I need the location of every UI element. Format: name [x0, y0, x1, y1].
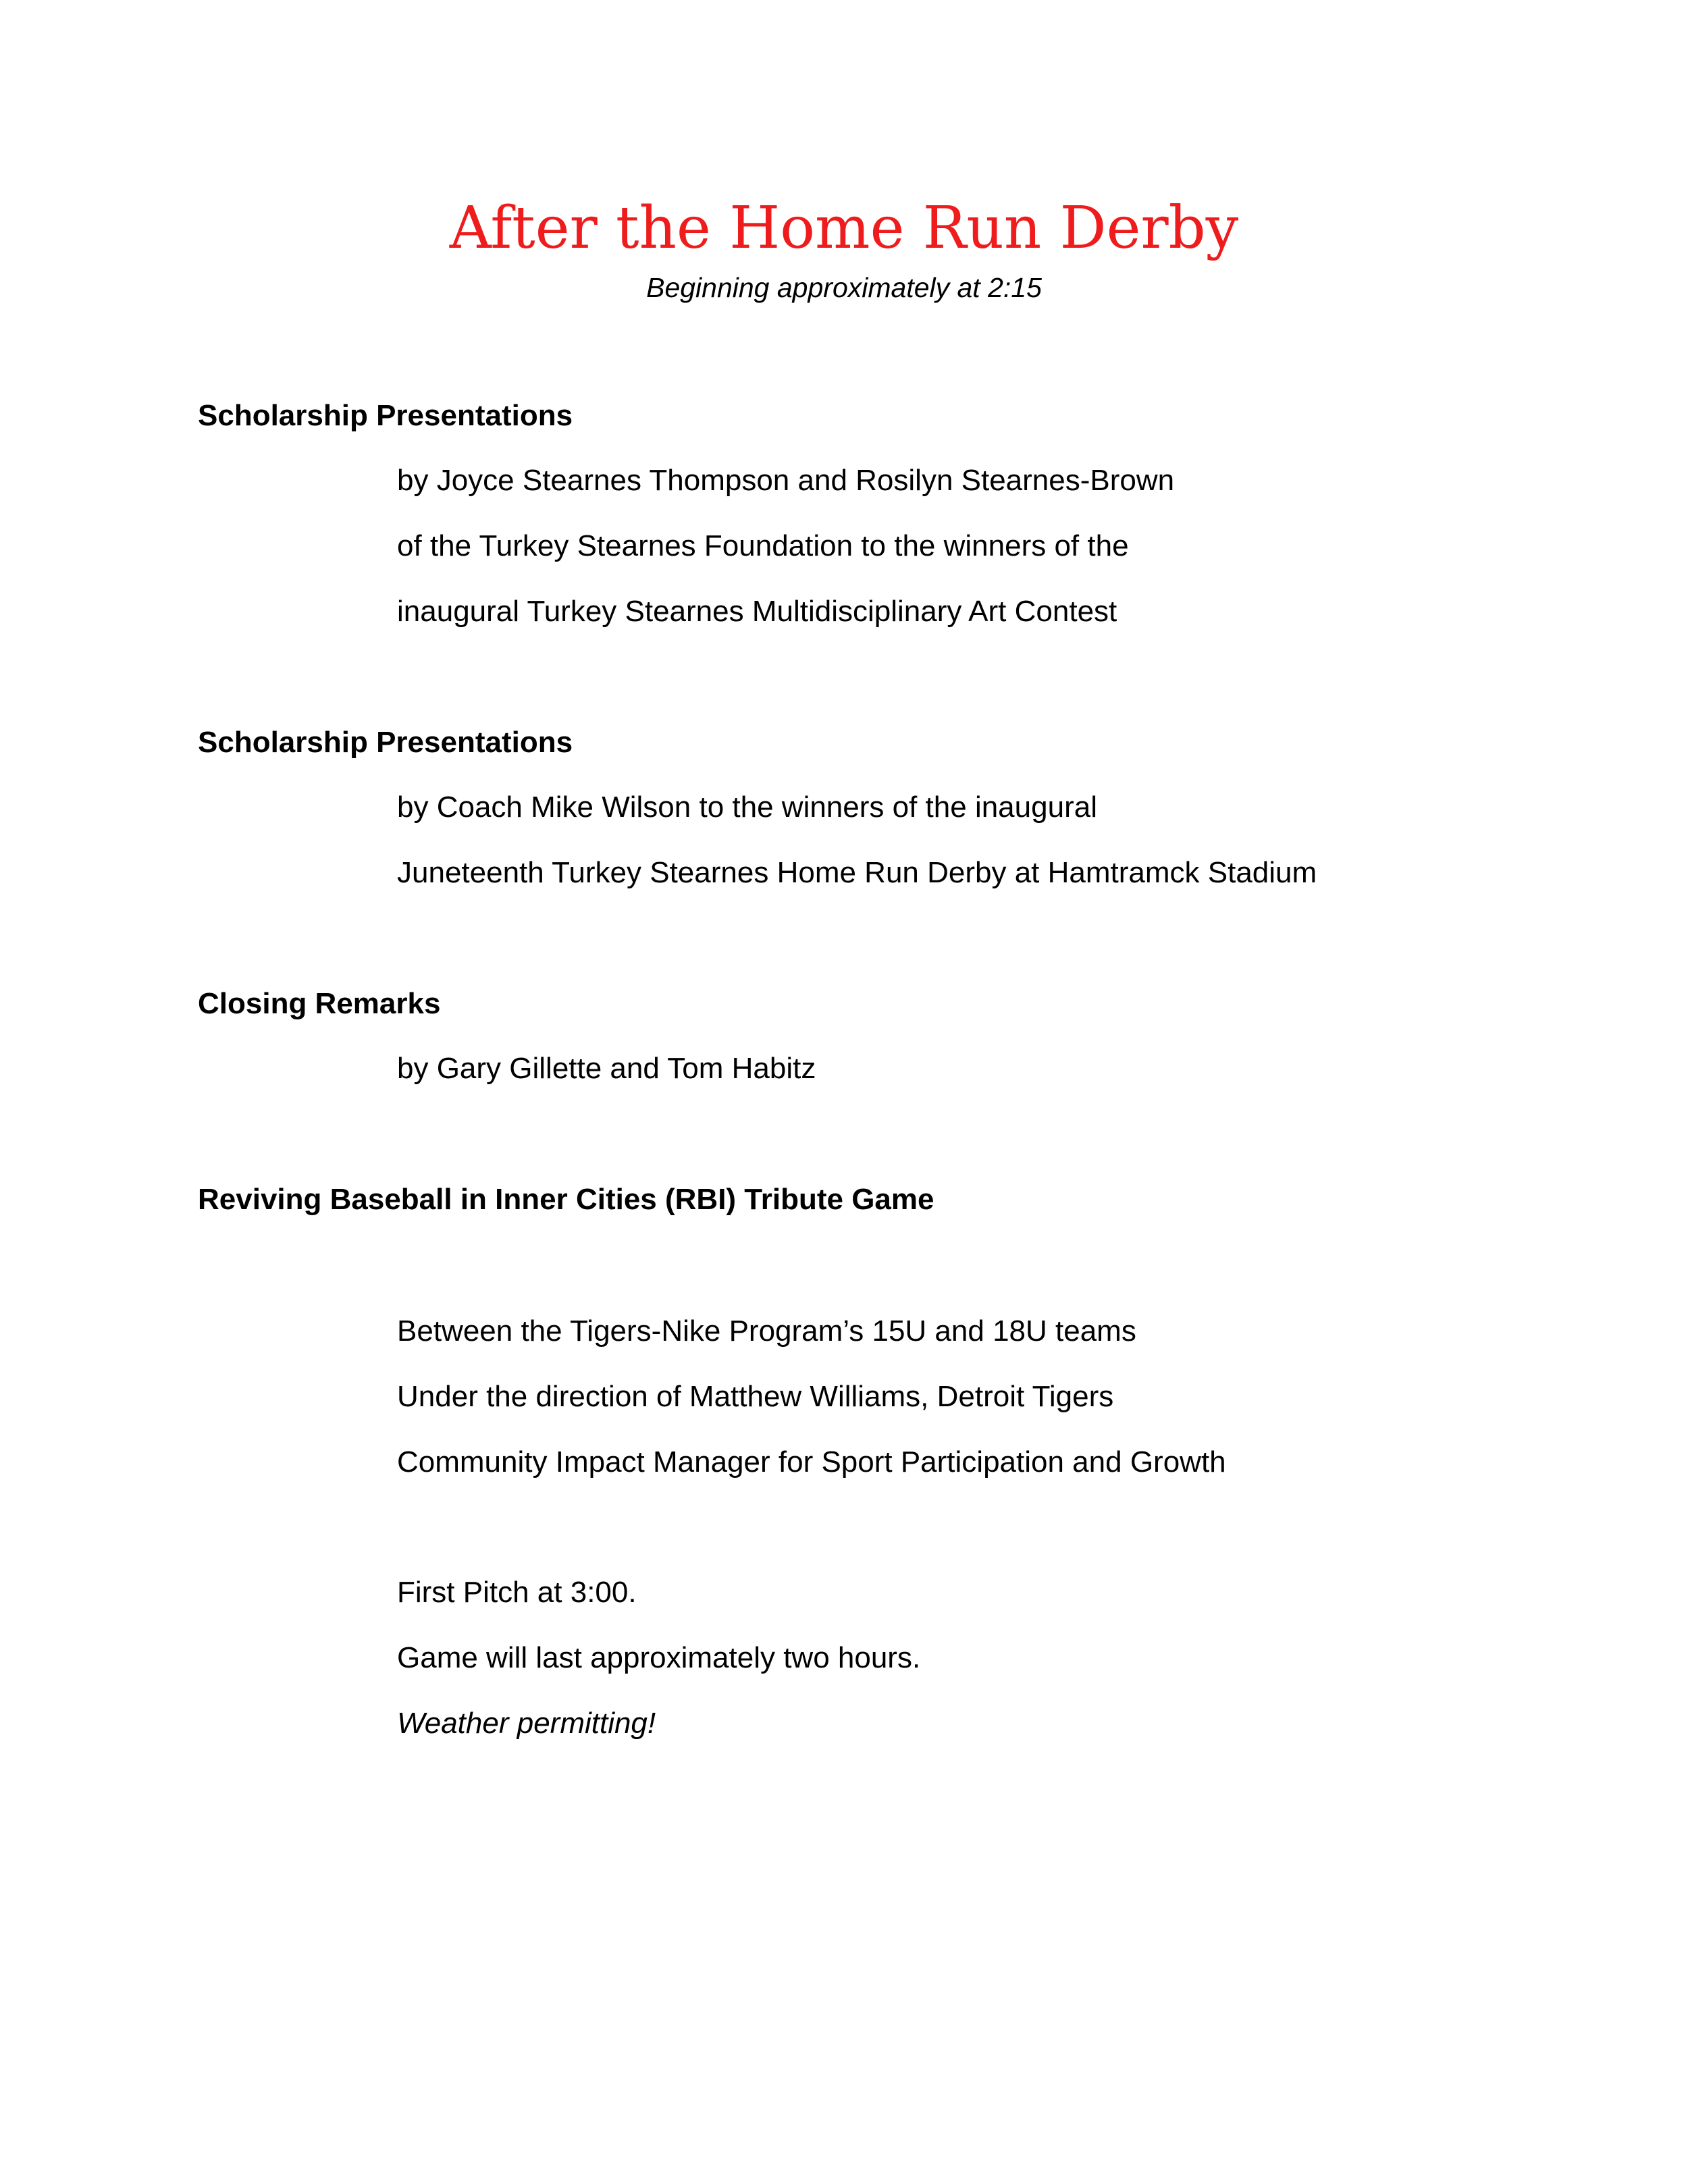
section-line: inaugural Turkey Stearnes Multidisciplinary Art Contest: [397, 595, 1117, 628]
section-line: by Joyce Stearnes Thompson and Rosilyn Stearnes-Brown: [397, 464, 1175, 497]
section-heading-closing-remarks: Closing Remarks: [198, 987, 441, 1020]
section-line: Juneteenth Turkey Stearnes Home Run Derby at Hamtramck Stadium: [397, 856, 1317, 889]
section-line: Community Impact Manager for Sport Participation and Growth: [397, 1445, 1226, 1479]
section-heading-scholarship-1: Scholarship Presentations: [198, 399, 573, 432]
section-line: Game will last approximately two hours.: [397, 1641, 921, 1674]
section-line: First Pitch at 3:00.: [397, 1576, 637, 1609]
section-heading-rbi-tribute-game: Reviving Baseball in Inner Cities (RBI) Tribute Game: [198, 1183, 934, 1216]
section-line: by Gary Gillette and Tom Habitz: [397, 1052, 816, 1085]
weather-note: Weather permitting!: [397, 1707, 656, 1740]
section-heading-scholarship-2: Scholarship Presentations: [198, 726, 573, 759]
section-line: of the Turkey Stearnes Foundation to the winners of the: [397, 529, 1129, 562]
section-line: by Coach Mike Wilson to the winners of the inaugural: [397, 791, 1097, 824]
document-title: After the Home Run Derby: [449, 194, 1239, 262]
section-line: Between the Tigers-Nike Program’s 15U and 18U teams: [397, 1314, 1136, 1348]
document-subtitle: Beginning approximately at 2:15: [646, 272, 1042, 303]
section-line: Under the direction of Matthew Williams, Detroit Tigers: [397, 1380, 1114, 1413]
